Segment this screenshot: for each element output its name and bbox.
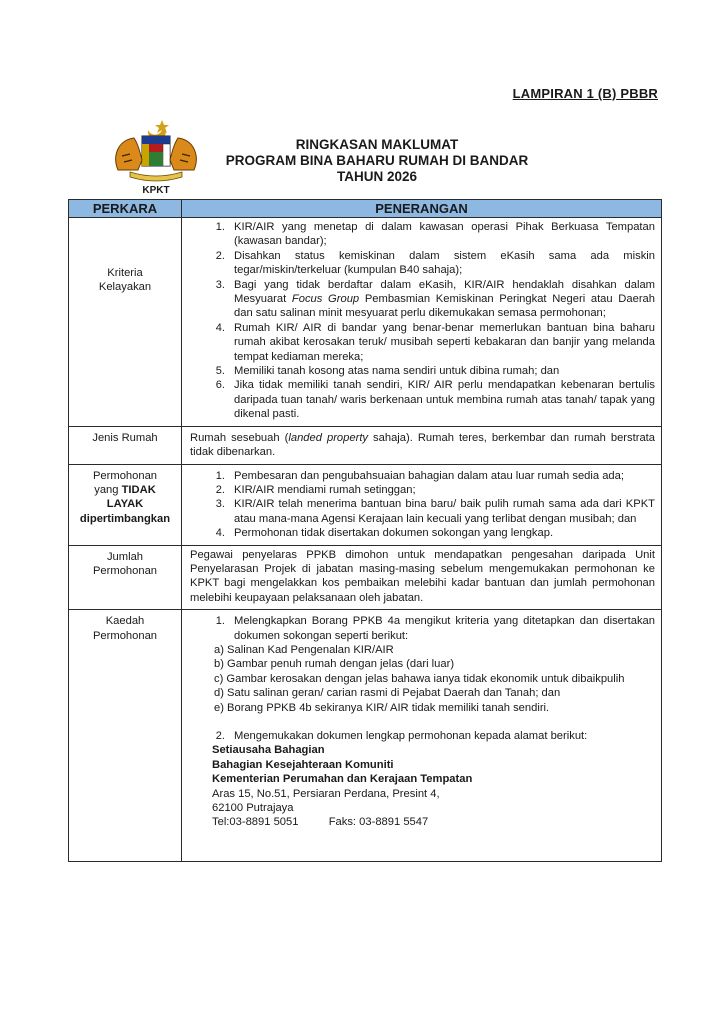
document-title	[212, 137, 542, 185]
list-item: b) Gambar penuh rumah dengan jelas (dari luar)	[214, 658, 455, 671]
label-permohonan-tidak-layak	[69, 464, 182, 545]
fax: Faks: 03-8891 5547	[328, 816, 429, 829]
address-line: Kementerian Perumahan dan Kerajaan Tempatan	[212, 773, 473, 786]
label-line: Permohonan	[92, 469, 158, 482]
row-kriteria	[69, 218, 662, 427]
title-line-3: TAHUN 2026	[336, 169, 418, 184]
label-text: yang	[94, 483, 122, 496]
label-line: Permohonan	[92, 629, 158, 642]
list-item: 6. Jika tidak memiliki tanah sendiri, KIR/ AIR perlu mendapatkan kebenaran bertulis daripada tuan tanah/ waris berkenaan untuk membina rumah atas tanah/ tapak yang dikenal pasti.	[228, 378, 655, 421]
row-permohonan-tidak-layak	[69, 464, 662, 545]
list-item: 3. KIR/AIR telah menerima bantuan bina baru/ baik pulih rumah sama ada dari KPKT atau mana-mana Agensi Kerajaan lain kecuali yang terlibat dengan musibah; dan	[228, 497, 655, 526]
list-item: 2. Mengemukakan dokumen lengkap permohonan kepada alamat berikut:	[228, 729, 655, 743]
list-item: a) Salinan Kad Pengenalan KIR/AIR	[214, 643, 394, 656]
list-item	[228, 278, 655, 321]
label-jumlah-permohonan	[69, 545, 182, 610]
kriteria-list	[190, 220, 655, 422]
title-line-1: RINGKASAN MAKLUMAT	[295, 137, 459, 152]
list-item-text: Pembasmian Kemiskinan Peringkat Negeri atau Daerah dan satu salinan minit mesyuarat perlu dikemukakan semasa permohonan;	[234, 293, 655, 320]
label-kriteria-line1: Kriteria	[107, 267, 143, 279]
kaedah-step-list	[190, 614, 655, 643]
kpkt-logo	[104, 116, 208, 196]
label-line-bold: LAYAK	[106, 498, 144, 511]
logo-caption: KPKT	[142, 185, 170, 196]
table-header-row	[69, 200, 662, 218]
coat-of-arms-icon	[104, 116, 208, 182]
document-list	[214, 643, 655, 715]
address-line: Setiausaha Bahagian	[212, 744, 325, 757]
summary-table	[68, 199, 662, 862]
list-item: 2. KIR/AIR mendiami rumah setinggan;	[228, 483, 655, 497]
label-line: Permohonan	[92, 564, 158, 577]
list-item: 4. Rumah KIR/ AIR di bandar yang benar-benar memerlukan bantuan bina baharu rumah akibat kerosakan teruk/ musibah seperti kebakaran dan banjir yang melanda tempat kediaman mereka;	[228, 321, 655, 364]
desc-kriteria	[182, 218, 662, 427]
label-kaedah-permohonan	[69, 610, 182, 862]
row-jenis-rumah	[69, 426, 662, 464]
address-line: Bahagian Kesejahteraan Komuniti	[212, 758, 394, 771]
tidak-layak-list	[190, 469, 655, 541]
jenis-italic: landed property	[288, 431, 369, 444]
list-item: 2. Disahkan status kemiskinan dalam sistem eKasih sama ada miskin tegar/miskin/terkeluar (kumpulan B40 sahaja);	[228, 249, 655, 278]
list-item: e) Borang PPKB 4b sekiranya KIR/ AIR tidak memiliki tanah sendiri.	[214, 701, 550, 714]
label-kriteria-line2: Kelayakan	[98, 281, 152, 294]
list-item: 1. KIR/AIR yang menetap di dalam kawasan operasi Pihak Berkuasa Tempatan (kawasan bandar);	[228, 220, 655, 249]
desc-kaedah-permohonan	[182, 610, 662, 862]
list-item: 1. Melengkapkan Borang PPKB 4a mengikut kriteria yang ditetapkan dan disertakan dokumen sokongan seperti berikut:	[228, 614, 655, 643]
desc-jumlah-permohonan: Pegawai penyelaras PPKB dimohon untuk mendapatkan pengesahan daripada Unit Penyelarasan Projek di jabatan masing-masing sebelum mengemukakan permohonan ke KPKT bagi mengelakkan kos pembaikan melebihi kadar bantuan dan jumlah permohonan melebihi keupayaan pelaksanaan oleh jabatan.	[182, 545, 662, 610]
desc-jenis-rumah	[182, 426, 662, 464]
jenis-text: Rumah sesebuah (	[190, 431, 289, 444]
header-perkara: PERKARA	[69, 200, 182, 218]
contact-line	[212, 815, 655, 829]
list-item: 1. Pembesaran dan pengubahsuaian bahagian dalam atau luar rumah sedia ada;	[228, 469, 655, 483]
list-item-text: Bagi yang tidak berdaftar dalam eKasih, KIR/AIR hendaklah disahkan dalam Mesyuarat	[234, 278, 655, 306]
label-jenis-rumah: Jenis Rumah	[69, 426, 182, 464]
label-text-bold: TIDAK	[121, 483, 156, 496]
label-kriteria	[69, 218, 182, 427]
jenis-text: sahaja). Rumah teres, berkembar dan rumah berstrata tidak dibenarkan.	[190, 431, 655, 459]
list-item-italic: Focus Group	[291, 293, 360, 306]
kaedah-step-list-2	[190, 729, 655, 743]
mailing-address	[212, 743, 655, 829]
appendix-label: LAMPIRAN 1 (B) PBBR	[512, 86, 658, 101]
telephone: Tel:03-8891 5051	[212, 816, 299, 829]
list-item: 5. Memiliki tanah kosong atas nama sendiri untuk dibina rumah; dan	[228, 364, 655, 378]
row-jumlah-permohonan	[69, 545, 662, 610]
label-line-bold: dipertimbangkan	[79, 512, 171, 525]
desc-permohonan-tidak-layak	[182, 464, 662, 545]
list-item: c) Gambar kerosakan dengan jelas bahawa ianya tidak ekonomik untuk dibaikpulih	[214, 672, 625, 685]
title-line-2: PROGRAM BINA BAHARU RUMAH DI BANDAR	[225, 153, 529, 168]
label-line: Kaedah	[105, 615, 145, 628]
list-item: d) Satu salinan geran/ carian rasmi di Pejabat Daerah dan Tanah; dan	[214, 687, 561, 700]
address-line: 62100 Putrajaya	[212, 802, 294, 815]
label-line: Jumlah	[106, 550, 144, 563]
address-line: Aras 15, No.51, Persiaran Perdana, Presint 4,	[212, 787, 440, 800]
row-kaedah-permohonan	[69, 610, 662, 862]
label-line	[73, 483, 177, 497]
header-penerangan: PENERANGAN	[182, 200, 662, 218]
list-item: 4. Permohonan tidak disertakan dokumen sokongan yang lengkap.	[228, 526, 655, 540]
